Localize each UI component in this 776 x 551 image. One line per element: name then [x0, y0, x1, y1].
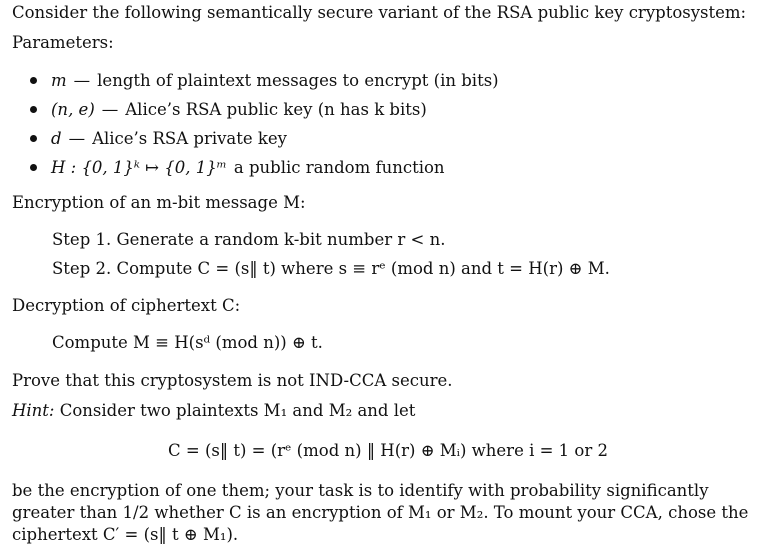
- hint-text: Consider two plaintexts M₁ and M₂ and let: [59, 401, 416, 420]
- list-item: (n, e) — Alice’s RSA public key (n has k bits): [30, 95, 499, 124]
- param-symbol: H : {0, 1}ᵏ ↦ {0, 1}ᵐ: [51, 158, 227, 177]
- decryption-step: Compute M ≡ H(sᵈ (mod n)) ⊕ t.: [52, 333, 323, 352]
- param-symbol: (n, e): [51, 100, 95, 119]
- encryption-step-1: Step 1. Generate a random k-bit number r < n.: [52, 230, 446, 249]
- encryption-heading: Encryption of an m-bit message M:: [12, 193, 306, 212]
- parameters-list: [30, 66, 499, 182]
- list-item: m — length of plaintext messages to encrypt (in bits): [30, 66, 499, 95]
- bullet-dot-icon: [30, 106, 37, 113]
- param-symbol: m: [51, 71, 67, 90]
- prove-statement: Prove that this cryptosystem is not IND-CCA secure.: [12, 371, 453, 390]
- decryption-heading: Decryption of ciphertext C:: [12, 296, 241, 315]
- list-item: [30, 153, 499, 182]
- hint: [12, 400, 415, 422]
- param-symbol: d: [51, 129, 62, 148]
- list-item: d — Alice’s RSA private key: [30, 124, 499, 153]
- bullet-dot-icon: [30, 164, 37, 171]
- hint-label: Hint:: [12, 401, 55, 420]
- intro-text: Consider the following semantically secure variant of the RSA public key cryptosystem:: [12, 3, 747, 22]
- encryption-step-2: Step 2. Compute C = (s‖ t) where s ≡ rᵉ (mod n) and t = H(r) ⊕ M.: [52, 259, 610, 278]
- closing-paragraph: be the encryption of one them; your task is to identify with probability significantly greater than 1/2 whether C is an encryption of M₁ or M₂. To mount your CCA, chose the ciphertext C′ = (s‖ t ⊕ M₁).: [12, 481, 749, 544]
- param-desc: Alice’s RSA private key: [92, 129, 287, 148]
- parameters-heading: Parameters:: [12, 33, 114, 52]
- ciphertext-equation: C = (s‖ t) = (rᵉ (mod n) ‖ H(r) ⊕ Mᵢ) where i = 1 or 2: [168, 441, 608, 460]
- bullet-dot-icon: [30, 135, 37, 142]
- param-desc: length of plaintext messages to encrypt (in bits): [97, 71, 499, 90]
- param-desc: Alice’s RSA public key (n has k bits): [125, 100, 427, 119]
- bullet-dot-icon: [30, 77, 37, 84]
- param-desc: a public random function: [233, 158, 445, 177]
